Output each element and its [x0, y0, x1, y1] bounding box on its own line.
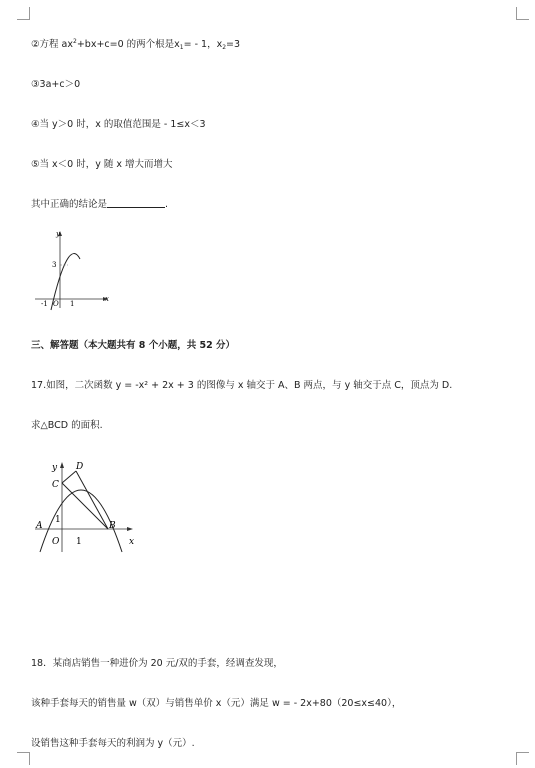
item-5: ⑤当 x＜0 时，y 随 x 增大而增大 [31, 159, 173, 170]
y-axis-label: y [56, 230, 60, 238]
section-heading: 三、解答题（本大题共有 8 个小题，共 52 分） [31, 340, 236, 351]
item-number: ⑤ [31, 159, 40, 170]
question-18-line-2: 该种手套每天的销售量 w（双）与销售单价 x（元）满足 w = - 2x+80（20≤x≤40）， [31, 698, 402, 709]
question-17-line-2: 求△BCD 的面积. [31, 420, 103, 431]
conclusion-line: 其中正确的结论是 . [31, 199, 169, 210]
origin-label: O [53, 300, 59, 308]
corner-mark-top-left [17, 7, 30, 20]
item-4: ④当 y＞0 时，x 的取值范围是 - 1≤x＜3 [31, 119, 206, 130]
segment-CD [62, 471, 76, 483]
point-label-D: D [76, 462, 84, 472]
point-label-A: A [36, 521, 43, 531]
item-3: ③3a+c＞0 [31, 79, 81, 90]
segment-BC [62, 483, 108, 529]
item-number: ③ [31, 79, 40, 90]
corner-mark-top-right [516, 7, 529, 20]
item-number: ② [31, 39, 40, 50]
origin-label: O [52, 537, 60, 547]
item-2: ②方程 $ax^2+bx+c=0$ 的两个根是$x_1= - 1$，$x_2=3$ [31, 38, 241, 51]
segment-BD [76, 471, 108, 529]
question-17-line-1: 17.如图，二次函数 y = -x² + 2x + 3 的图像与 x 轴交于 A、B 两点，与 y 轴交于点 C，顶点为 D. [31, 380, 453, 391]
tick-label-x-1: 1 [76, 537, 82, 547]
corner-mark-bottom-left [17, 752, 30, 765]
x-axis-arrow [127, 527, 133, 531]
x-axis-label: x [129, 537, 135, 547]
y-axis-label: y [52, 463, 58, 473]
question-18-line-1: 18．某商店销售一种进价为 20 元/双的手套，经调查发现， [31, 658, 283, 669]
y-axis-arrow [60, 462, 64, 468]
item-number: ④ [31, 119, 40, 130]
point-label-C: C [52, 480, 59, 490]
parabola-figure-2 [30, 456, 140, 556]
tick-label-1: 1 [70, 300, 75, 308]
answer-blank [107, 198, 165, 208]
point-label-B: B [109, 521, 116, 531]
parabola-figure-1 [30, 226, 116, 312]
tick-label-3: 3 [52, 261, 57, 269]
question-18-line-3: 设销售这种手套每天的利润为 y（元）. [31, 738, 195, 749]
tick-label-y-1: 1 [55, 515, 61, 525]
x-axis-label: x [105, 295, 109, 303]
corner-mark-bottom-right [516, 752, 529, 765]
tick-label-neg1: -1 [41, 300, 48, 308]
